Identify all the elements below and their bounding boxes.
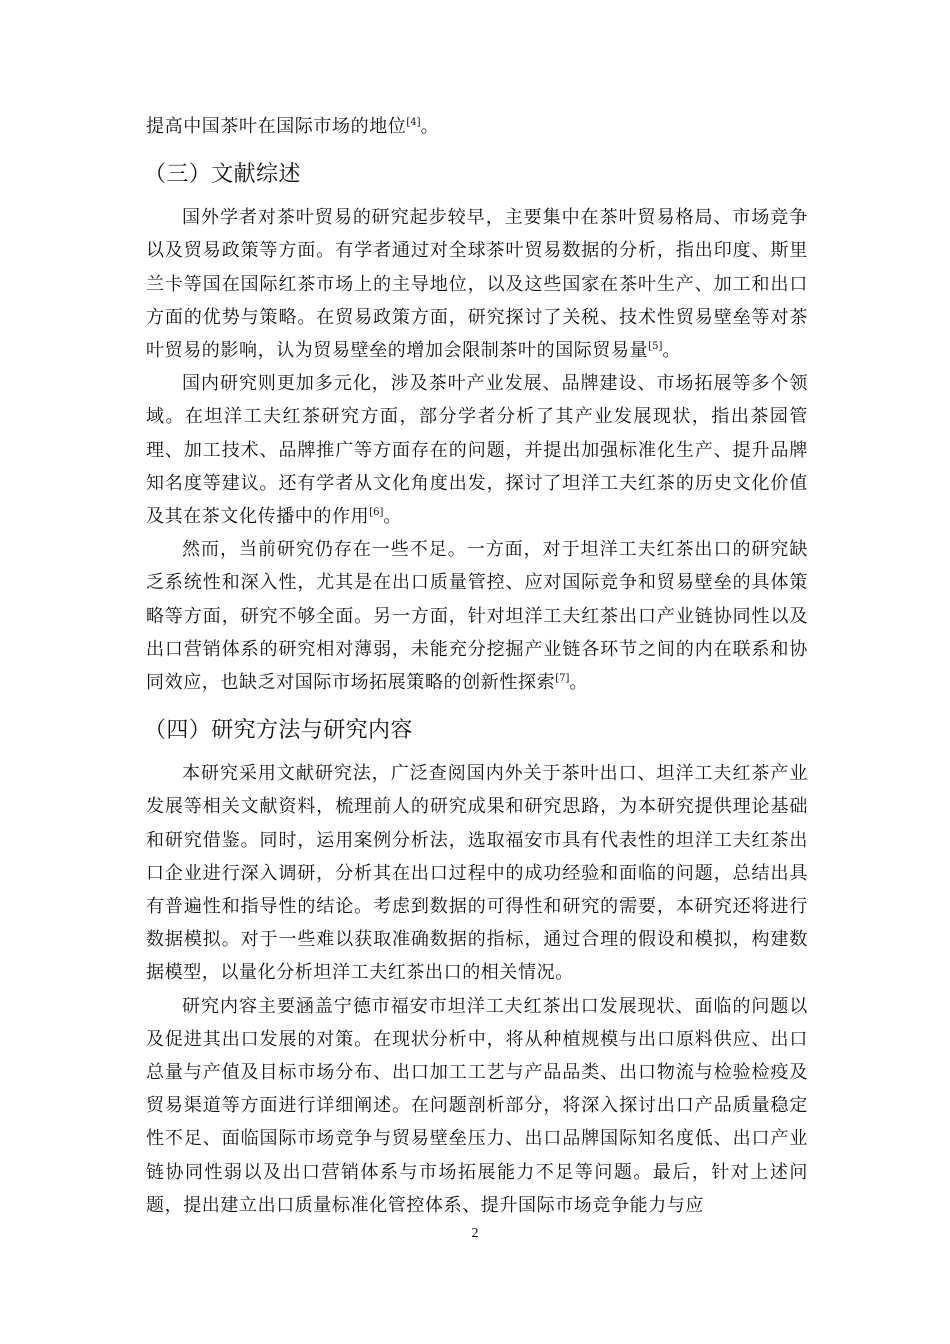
citation-ref: [7] [555, 673, 570, 685]
page-body [146, 110, 808, 1222]
paragraph-literature-review-2 [146, 367, 808, 533]
paragraph-text: 提高中国茶叶在国际市场的地位 [146, 116, 407, 137]
paragraph-literature-review-3 [146, 533, 808, 699]
citation-ref: [6] [369, 507, 384, 519]
paragraph-end: 。 [662, 340, 681, 362]
citation-ref: [4] [406, 117, 421, 128]
citation-ref: [5] [648, 341, 663, 353]
paragraph-methods-2: 研究内容主要涵盖宁德市福安市坦洋工夫红茶出口发展现状、面临的问题以及促进其出口发展的对策。在现状分析中，将从种植规模与出口原料供应、出口总量与产值及目标市场分布、出口加工工艺与产品品类、出口物流与检验检疫及贸易渠道等方面进行详细阐述。在问题剖析部分，将深入探讨出口产品质量稳定性不足、面临国际市场竞争与贸易壁垒压力、出口品牌国际知名度低、出口产业链协同性弱以及出口营销体系与市场拓展能力不足等问题。最后，针对上述问题，提出建立出口质量标准化管控体系、提升国际市场竞争能力与应 [146, 995, 808, 1216]
paragraph-end: 。 [569, 672, 588, 694]
paragraph-methods-1: 本研究采用文献研究法，广泛查阅国内外关于茶叶出口、坦洋工夫红茶产业发展等相关文献资料，梳理前人的研究成果和研究思路，为本研究提供理论基础和研究借鉴。同时，运用案例分析法，选取福安市具有代表性的坦洋工夫红茶出口企业进行深入调研，分析其在出口过程中的成功经验和面临的问题，总结出具有普遍性和指导性的结论。考虑到数据的可得性和研究的需要，本研究还将进行数据模拟。对于一些难以获取准确数据的指标，通过合理的假设和模拟，构建数据模型，以量化分析坦洋工夫红茶出口的相关情况。 [146, 763, 808, 984]
section-heading-methods: （四）研究方法与研究内容 [144, 718, 413, 744]
paragraph-intro-tail [146, 110, 808, 143]
paragraph-end: 。 [420, 116, 440, 137]
page-number: 2 [471, 1226, 479, 1241]
paragraph-literature-review-1 [146, 201, 808, 367]
paragraph-text: 国外学者对茶叶贸易的研究起步较早，主要集中在茶叶贸易格局、市场竞争以及贸易政策等方面。有学者通过对全球茶叶贸易数据的分析，指出印度、斯里兰卡等国在国际红茶市场上的主导地位，以及这些国家在茶叶生产、加工和出口方面的优势与策略。在贸易政策方面，研究探讨了关税、技术性贸易壁垒等对茶叶贸易的影响，认为贸易壁垒的增加会限制茶叶的国际贸易量 [146, 207, 808, 362]
paragraph-text: 然而，当前研究仍存在一些不足。一方面，对于坦洋工夫红茶出口的研究缺乏系统性和深入性，尤其是在出口质量管控、应对国际竞争和贸易壁垒的具体策略等方面，研究不够全面。另一方面，针对坦洋工夫红茶出口产业链协同性以及出口营销体系的研究相对薄弱，未能充分挖掘产业链各环节之间的内在联系和协同效应，也缺乏对国际市场拓展策略的创新性探索 [146, 539, 808, 694]
paragraph-text: 国内研究则更加多元化，涉及茶叶产业发展、品牌建设、市场拓展等多个领域。在坦洋工夫红茶研究方面，部分学者分析了其产业发展现状，指出茶园管理、加工技术、品牌推广等方面存在的问题，并提出加强标准化生产、提升品牌知名度等建议。还有学者从文化角度出发，探讨了坦洋工夫红茶的历史文化价值及其在茶文化传播中的作用 [146, 373, 808, 528]
section-heading-literature-review: （三）文献综述 [144, 162, 301, 188]
paragraph-end: 。 [383, 506, 402, 528]
